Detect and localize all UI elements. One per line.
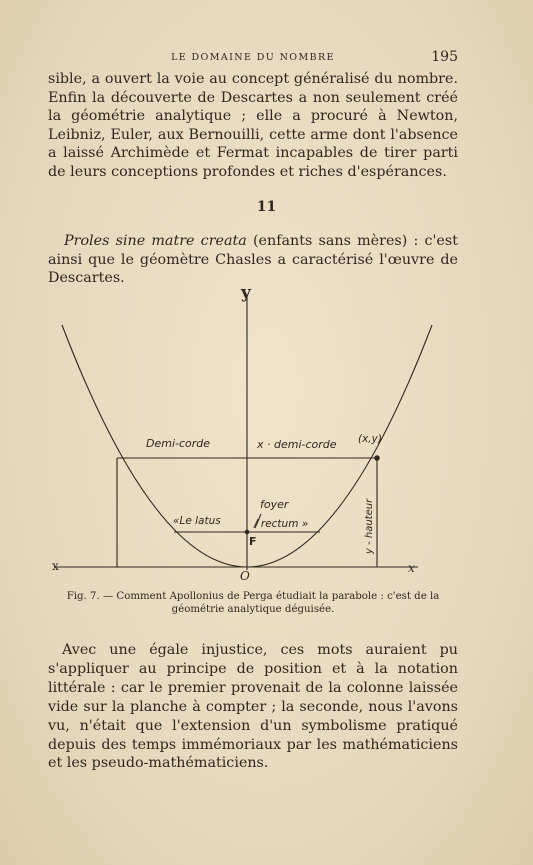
focus-label: F [249, 535, 257, 548]
point-label: (x,y) [358, 433, 382, 445]
demi-corde-left-label: Demi-corde [146, 437, 211, 450]
demi-corde-right-label: x · demi-corde [257, 438, 337, 451]
running-header [48, 48, 458, 68]
paragraph-3: Avec une égale injustice, ces mots auraient pu s'appliquer au principe de position et à la notation littérale : car le premier provenait de la colonne laissée vide sur la planche à compter ; la seconde, nous l'avons vu, n'était que l'extension d'un symbolisme pratiqué depuis des temps immémoriaux par les mathématiciens et les pseudo-mathématiciens. [48, 642, 458, 772]
x-axis-right-label: x [408, 561, 415, 575]
origin-label: O [240, 569, 250, 582]
page-number: 195 [431, 49, 458, 65]
point-marker [375, 456, 379, 460]
y-axis-label: y [241, 283, 251, 303]
section-number: 11 [256, 199, 277, 215]
foyer-label: foyer [260, 498, 289, 511]
figure-caption: Fig. 7. — Comment Apollonius de Perga étudiait la parabole : c'est de la géométrie analytique déguisée. [66, 591, 440, 615]
parabola-diagram [48, 282, 458, 582]
x-axis-left-label: x [52, 559, 59, 573]
latus-label: «Le latus [173, 515, 221, 527]
running-title: LE DOMAINE DU NOMBRE [171, 52, 335, 63]
rectum-label: / rectum » [254, 518, 309, 530]
paragraph-2-text: (enfants sans mères) : c'est ainsi que le géomètre Chasles a caractérisé l'œuvre de Descartes. [48, 233, 458, 287]
paragraph-1: sible, a ouvert la voie au concept généralisé du nombre. Enfin la découverte de Descartes a non seulement créé la géométrie analytique ; elle a procuré à Newton, Leibniz, Euler, aux Bernouilli, cette arme dont l'absence a laissé Archimède et Fermat incapables de tirer parti de leurs conceptions profondes et riches d'espérances. [48, 71, 458, 180]
latin-phrase: Proles sine matre creata [64, 233, 247, 249]
focus-marker [245, 530, 249, 534]
hauteur-label: y - hauteur [364, 498, 375, 554]
paragraph-2 [48, 232, 458, 288]
